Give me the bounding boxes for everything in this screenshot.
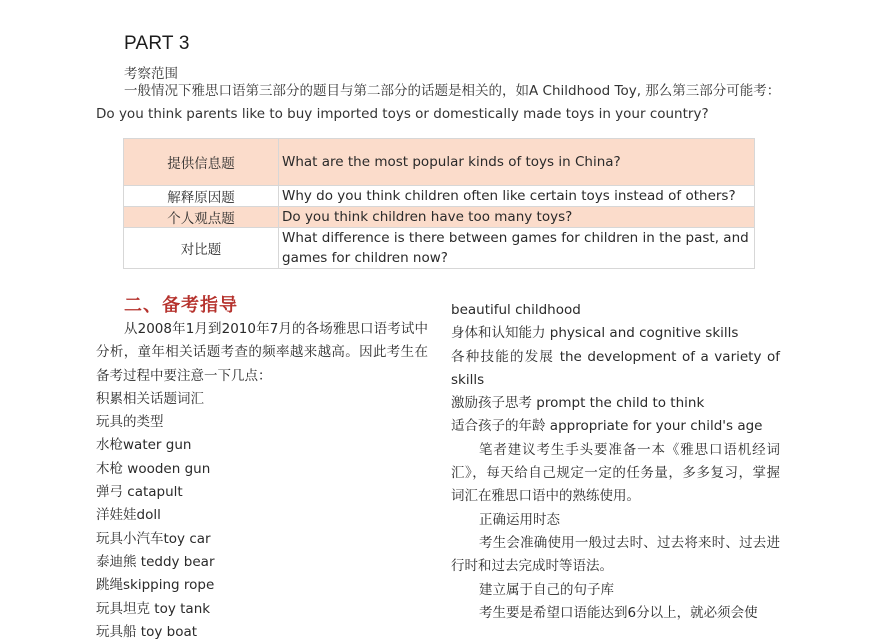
list-item: 各种技能的发展 the development of a variety of skills: [451, 348, 780, 388]
right-column: [451, 299, 780, 625]
list-item: 适合孩子的年龄 appropriate for your child's age: [451, 418, 763, 435]
question-cell: Why do you think children often like certain toys instead of others?: [279, 186, 755, 207]
list-item: 激励孩子思考 prompt the child to think: [451, 395, 705, 412]
table-row: [124, 139, 755, 186]
question-cell: What are the most popular kinds of toys in China?: [279, 139, 755, 186]
list-item: 玩具坦克 toy tank: [96, 600, 211, 617]
intro-paragraph: 一般情况下雅思口语第三部分的题目与第二部分的话题是相关的，如A Childhood Toy, 那么第三部分可能考：Do you think parents like to buy imported toys or domestically made toys in your country?: [96, 83, 781, 122]
question-type-cell: 个人观点题: [124, 207, 279, 228]
list-item: 玩具的类型: [96, 414, 164, 431]
sentence-bank-paragraph: 考生要是希望口语能达到6分以上，就必须会使: [479, 604, 758, 621]
list-item: 水枪water gun: [96, 437, 192, 454]
list-item: 洋娃娃doll: [96, 507, 161, 524]
question-cell: What difference is there between games for children in the past, and games for children now?: [279, 228, 755, 269]
table-row: [124, 207, 755, 228]
list-item: 玩具小汽车toy car: [96, 530, 211, 547]
part-title: PART 3: [124, 33, 190, 54]
vocabulary-advice-paragraph: 笔者建议考生手头要准备一本《雅思口语机经词汇》，每天给自己规定一定的任务量，多多复习，掌握词汇在雅思口语中的熟练使用。: [451, 441, 780, 505]
list-item: 身体和认知能力 physical and cognitive skills: [451, 325, 739, 342]
sentence-bank-subheading: 建立属于自己的句子库: [479, 581, 614, 598]
table-row: [124, 186, 755, 207]
list-item: 弹弓 catapult: [96, 484, 183, 501]
question-type-cell: 对比题: [124, 228, 279, 269]
tense-paragraph: 考生会准确使用一般过去时、过去将来时、过去进行时和过去完成时等语法。: [451, 534, 780, 575]
list-item: 木枪 wooden gun: [96, 460, 211, 477]
question-type-cell: 提供信息题: [124, 139, 279, 186]
tense-subheading: 正确运用时态: [479, 511, 560, 528]
question-type-cell: 解释原因题: [124, 186, 279, 207]
question-cell: Do you think children have too many toys?: [279, 207, 755, 228]
list-item: beautiful childhood: [451, 302, 581, 318]
table-row: [124, 228, 755, 269]
left-column: [96, 318, 428, 644]
section-heading: 二、备考指导: [124, 295, 238, 316]
question-type-table: [123, 138, 755, 269]
intro-guidance-paragraph: 从2008年1月到2010年7月的各场雅思口语考试中分析，童年相关话题考查的频率越来越高。因此考生在备考过程中要注意一下几点：: [96, 321, 428, 384]
scope-label: 考察范围: [124, 66, 178, 82]
list-item: 跳绳skipping rope: [96, 577, 215, 594]
list-item: 玩具船 toy boat: [96, 623, 198, 640]
list-item: 泰迪熊 teddy bear: [96, 553, 215, 570]
list-item: 积累相关话题词汇: [96, 390, 204, 407]
